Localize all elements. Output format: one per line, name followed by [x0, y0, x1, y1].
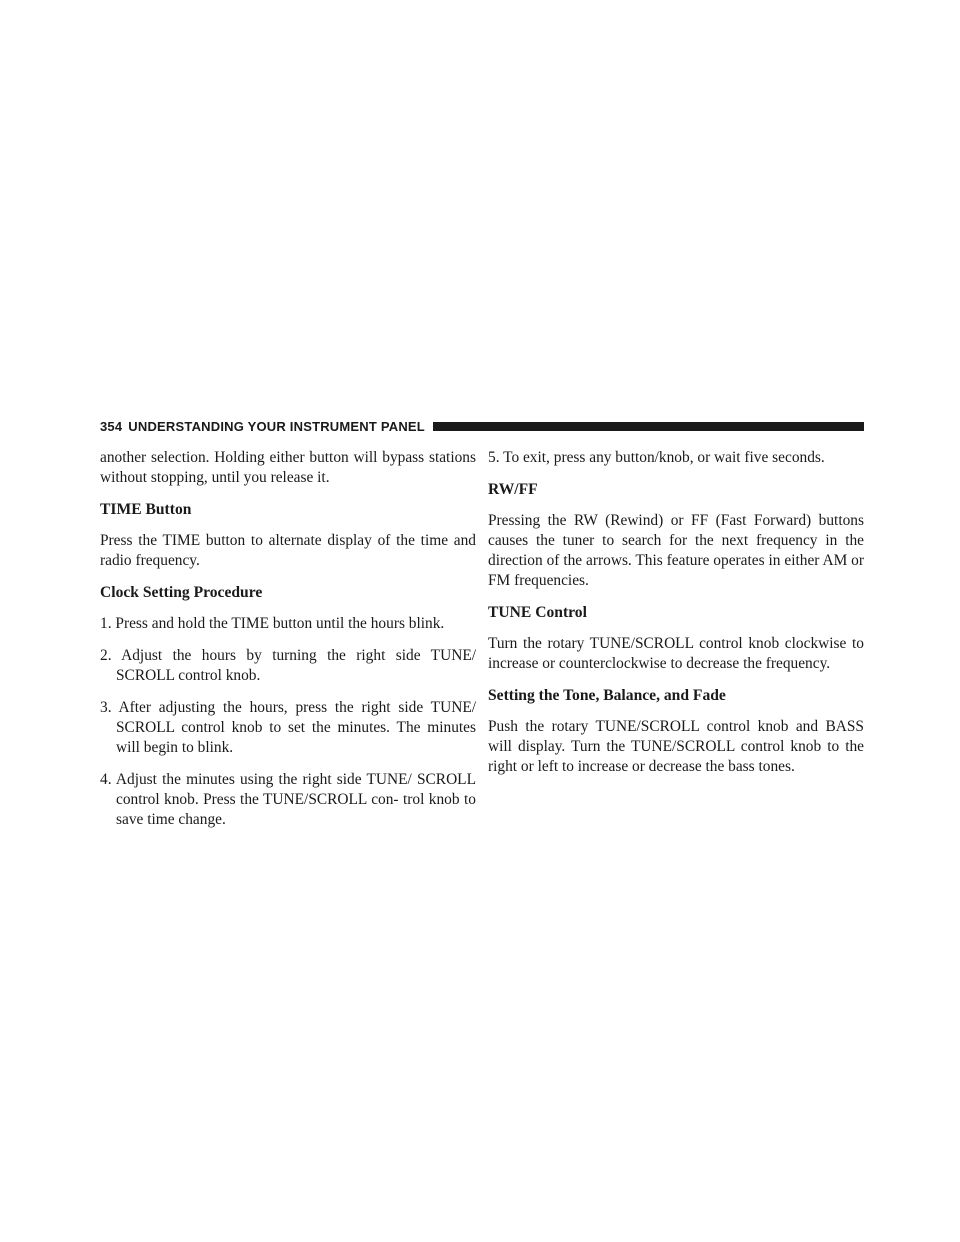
step-item: 1. Press and hold the TIME button until the hours blink. [100, 615, 445, 632]
step-item: 2. Adjust the hours by turning the right side TUNE/ SCROLL control knob. [100, 647, 476, 684]
clock-setting-heading: Clock Setting Procedure [100, 584, 263, 601]
tone-balance-fade-paragraph: Push the rotary TUNE/SCROLL control knob and BASS will display. Turn the TUNE/SCROLL control knob to the right or left to increase or decrease the bass tones. [488, 718, 864, 775]
header-rule [433, 422, 864, 431]
section-title: UNDERSTANDING YOUR INSTRUMENT PANEL [128, 418, 425, 434]
time-button-heading: TIME Button [100, 501, 192, 518]
page-header [100, 417, 864, 435]
step-5-paragraph: 5. To exit, press any button/knob, or wait five seconds. [488, 449, 825, 466]
step-item: 4. Adjust the minutes using the right side TUNE/ SCROLL control knob. Press the TUNE/SCROLL con- trol knob to save time change. [100, 771, 476, 828]
page-number: 354 [100, 418, 123, 434]
rwff-heading: RW/FF [488, 481, 538, 498]
tune-control-paragraph: Turn the rotary TUNE/SCROLL control knob clockwise to increase or counterclockwise to decrease the frequency. [488, 635, 864, 672]
rwff-paragraph: Pressing the RW (Rewind) or FF (Fast Forward) buttons causes the tuner to search for the next frequency in the direction of the arrows. This feature operates in either AM or FM frequencies. [488, 512, 864, 589]
left-column [100, 448, 476, 842]
right-column [488, 448, 864, 789]
tone-balance-fade-heading: Setting the Tone, Balance, and Fade [488, 687, 726, 704]
intro-paragraph: another selection. Holding either button will bypass stations without stopping, until you release it. [100, 449, 476, 486]
tune-control-heading: TUNE Control [488, 604, 587, 621]
time-button-paragraph: Press the TIME button to alternate display of the time and radio frequency. [100, 532, 476, 569]
step-item: 3. After adjusting the hours, press the right side TUNE/ SCROLL control knob to set the minutes. The minutes will begin to blink. [100, 699, 476, 756]
